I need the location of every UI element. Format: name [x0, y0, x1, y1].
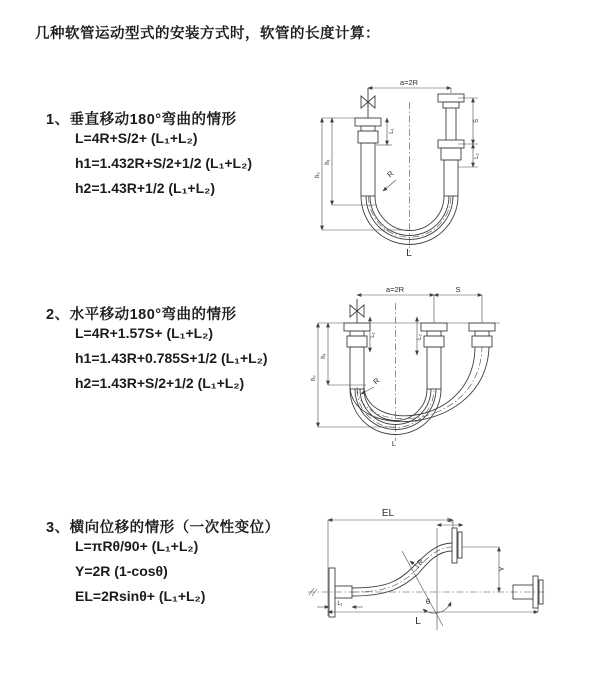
- diagram-horizontal-180-bend: [308, 283, 600, 460]
- radius-callout: [410, 557, 426, 568]
- dim-label: a=2R: [399, 78, 419, 87]
- dim-label: h₁: [321, 353, 327, 359]
- section-heading: 3、横向位移的情形（一次性变位）: [46, 520, 280, 536]
- section-heading: 1、垂直移动180°弯曲的情形: [46, 112, 237, 128]
- formula-line: h1=1.43R+0.785S+1/2 (L₁+L₂): [75, 350, 268, 366]
- dim-label: L₂: [447, 518, 453, 524]
- dim-label: h₁: [325, 159, 331, 165]
- formula-line: L=4R+1.57S+ (L₁+L₂): [75, 325, 214, 341]
- formula-line: EL=2Rsinθ+ (L₁+L₂): [75, 588, 206, 604]
- dim-label: R: [371, 375, 382, 387]
- dimension-s: [434, 285, 482, 295]
- dimension-l1: [376, 118, 395, 145]
- dim-label-length: L: [406, 248, 412, 259]
- radius-callout: [383, 169, 396, 191]
- dimension-l1: [317, 601, 363, 607]
- angle-construction: [402, 528, 451, 630]
- dim-label: R: [415, 556, 426, 568]
- diagram-vertical-180-bend: [308, 72, 600, 262]
- dim-label: L: [415, 616, 421, 627]
- left-pipe-assembly: [344, 323, 370, 389]
- top-right-flange: [452, 528, 499, 563]
- hose-u-bend-position2: [350, 347, 489, 422]
- dimension-l1: [370, 317, 376, 352]
- dimension-el: [328, 508, 453, 616]
- left-pipe-assembly: [355, 118, 381, 196]
- dim-label: L₂: [417, 334, 423, 340]
- dim-label-length: L: [391, 439, 397, 448]
- dimension-h2: [311, 323, 396, 427]
- dim-label: Y: [497, 566, 506, 572]
- dim-label: L₁: [337, 601, 343, 607]
- dim-label: L₁: [370, 332, 376, 338]
- valve-icon: [350, 299, 364, 323]
- section-heading: 2、水平移动180°弯曲的情形: [46, 307, 237, 323]
- dim-label-theta: θ: [425, 597, 431, 606]
- section-vertical-movement: [46, 108, 252, 201]
- formula-line: L=πRθ/90+ (L₁+L₂): [75, 538, 199, 554]
- dim-label: S: [474, 118, 480, 124]
- formula-line: Y=2R (1-cosθ): [75, 563, 168, 579]
- dim-label: h₂: [315, 172, 321, 178]
- dimension-a2r: [368, 78, 451, 93]
- dimension-l2: [437, 518, 463, 525]
- formula-line: L=4R+S/2+ (L₁+L₂): [75, 130, 198, 146]
- section-lateral-displacement: [46, 516, 280, 609]
- dim-label: R: [385, 168, 396, 180]
- dim-label: EL: [381, 508, 395, 519]
- valve-icon: [361, 88, 375, 118]
- dim-label: h₂: [311, 375, 317, 381]
- dimension-h1: [321, 323, 366, 385]
- formula-line: h2=1.43R+1/2 (L₁+L₂): [75, 180, 216, 196]
- formula-line: h2=1.43R+S/2+1/2 (L₁+L₂): [75, 375, 245, 391]
- dim-label: a=2R: [385, 285, 405, 294]
- page-title: 几种软管运动型式的安装方式时，软管的长度计算：: [35, 26, 380, 42]
- middle-pipe-assembly: [421, 323, 447, 389]
- left-flange-assembly: [329, 568, 352, 617]
- dim-label: S: [455, 285, 461, 294]
- dimension-y: [497, 547, 506, 592]
- dim-label: L₂: [474, 153, 480, 159]
- dimension-l: [328, 600, 538, 627]
- right-pipe-assembly: [469, 323, 495, 347]
- dimension-h2: [315, 118, 408, 230]
- diagram-lateral-displacement: [300, 498, 600, 656]
- dimension-a2r: [357, 285, 482, 323]
- dim-label: L₁: [389, 128, 395, 134]
- formula-line: h1=1.432R+S/2+1/2 (L₁+L₂): [75, 155, 252, 171]
- section-horizontal-movement: [46, 303, 268, 396]
- right-pipe-assembly: [438, 94, 464, 196]
